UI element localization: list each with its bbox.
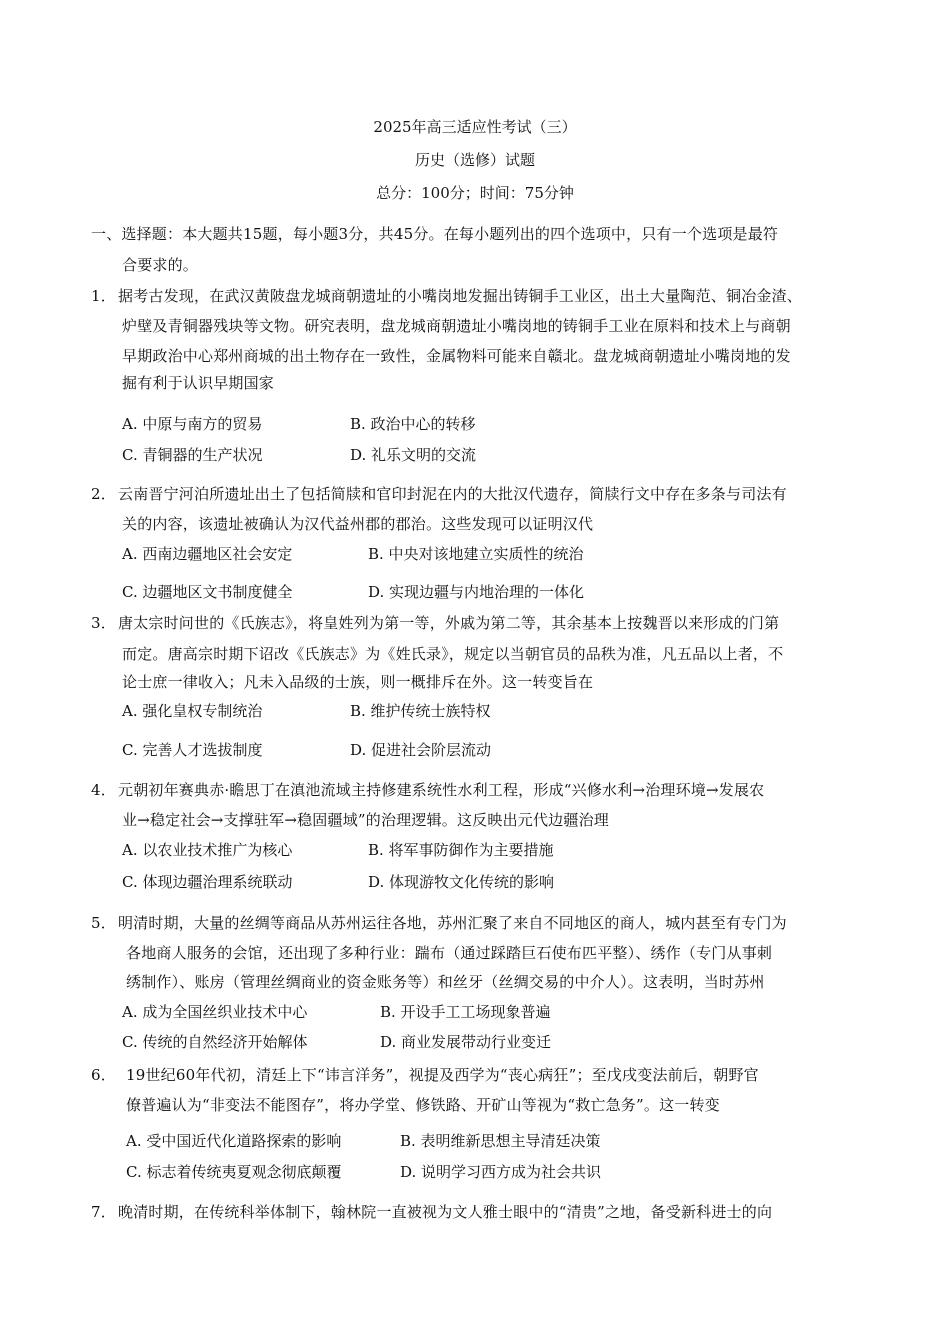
question-text: 各地商人服务的会馆，还出现了多种行业：踹布（通过踩踏巨石使布匹平整）、绣作（专门从事刺: [126, 944, 773, 962]
option-b: B. 政治中心的转移: [350, 415, 476, 433]
option-b: B. 开设手工工场现象普遍: [380, 1003, 551, 1021]
question-text: 明清时期，大量的丝绸等商品从苏州运往各地，苏州汇聚了来自不同地区的商人，城内甚至有专门为: [118, 914, 787, 932]
question-text: 绣制作）、账房（管理丝绸商业的资金账务等）和丝牙（丝绸交易的中介人）。这表明，当时苏州: [126, 973, 765, 991]
option-c: C. 边疆地区文书制度健全: [122, 583, 293, 601]
question-text: 业→稳定社会→支撑驻军→稳固疆域”的治理逻辑。这反映出元代边疆治理: [122, 811, 609, 829]
question-text: 据考古发现，在武汉黄陂盘龙城商朝遗址的小嘴岗地发掘出铸铜手工业区，出土大量陶范、铜冶金渣、: [118, 287, 803, 305]
question-text: 掘有利于认识早期国家: [122, 374, 275, 392]
option-d: D. 实现边疆与内地治理的一体化: [368, 583, 585, 601]
exam-subtitle: 历史（选修）试题: [414, 151, 535, 169]
option-d: D. 说明学习西方成为社会共识: [400, 1163, 602, 1181]
question-text: 云南晋宁河泊所遗址出土了包括简牍和官印封泥在内的大批汉代遗存，简牍行文中存在多条与司法有: [118, 485, 787, 503]
question-text: 元朝初年赛典赤·瞻思丁在滇池流域主持修建系统性水利工程，形成“兴修水利→治理环境→发展农: [118, 781, 765, 799]
question-text: 炉壁及青铜器残块等文物。研究表明，盘龙城商朝遗址小嘴岗地的铸铜手工业在原料和技术上与商朝: [122, 317, 791, 335]
question-text: 唐太宗时问世的《氏族志》，将皇姓列为第一等，外戚为第二等，其余基本上按魏晋以来形成的门第: [118, 614, 780, 632]
option-c: C. 标志着传统夷夏观念彻底颠覆: [126, 1163, 342, 1181]
option-a: A. 以农业技术推广为核心: [122, 841, 293, 859]
option-b: B. 维护传统士族特权: [350, 702, 491, 720]
exam-meta: 总分：100分；时间：75分钟: [376, 184, 574, 202]
question-number: 7．: [91, 1203, 116, 1221]
question-number: 1．: [91, 287, 116, 305]
question-number: 3．: [91, 614, 116, 632]
option-d: D. 促进社会阶层流动: [350, 741, 492, 759]
option-c: C. 传统的自然经济开始解体: [122, 1033, 308, 1051]
option-a: A. 中原与南方的贸易: [122, 415, 263, 433]
option-c: C. 完善人才选拔制度: [122, 741, 263, 759]
option-d: D. 商业发展带动行业变迁: [380, 1033, 552, 1051]
question-number: 4．: [91, 781, 116, 799]
option-a: A. 受中国近代化道路探索的影响: [126, 1132, 342, 1150]
option-b: B. 表明维新思想主导清廷决策: [400, 1132, 601, 1150]
option-a: A. 西南边疆地区社会安定: [122, 545, 293, 563]
option-d: D. 礼乐文明的交流: [350, 446, 477, 464]
question-number: 6．: [91, 1066, 116, 1084]
exam-title: 2025年高三适应性考试（三）: [373, 118, 577, 136]
option-a: A. 强化皇权专制统治: [122, 702, 263, 720]
section-instruction: 一、选择题：本大题共15题，每小题3分，共45分。在每小题列出的四个选项中，只有一个选项是最符: [91, 225, 779, 243]
question-text: 关的内容，该遗址被确认为汉代益州郡的郡治。这些发现可以证明汉代: [122, 515, 594, 533]
question-text: 晚清时期，在传统科举体制下，翰林院一直被视为文人雅士眼中的“清贵”之地，备受新科进士的向: [118, 1203, 773, 1221]
option-c: C. 青铜器的生产状况: [122, 446, 263, 464]
section-instruction-cont: 合要求的。: [122, 256, 199, 274]
question-text: 论士庶一律收入；凡未入品级的士族，则一概排斥在外。这一转变旨在: [122, 673, 594, 691]
question-number: 2．: [91, 485, 116, 503]
question-text: 早期政治中心郑州商城的出土物存在一致性，金属物料可能来自赣北。盘龙城商朝遗址小嘴岗地的发: [122, 347, 791, 365]
option-b: B. 中央对该地建立实质性的统治: [368, 545, 584, 563]
question-text: 19世纪60年代初，清廷上下“讳言洋务”，视提及西学为“丧心病狂”；至戊戌变法前后，朝野官: [126, 1066, 759, 1084]
question-text: 僚普遍认为“非变法不能图存”，将办学堂、修铁路、开矿山等视为“救亡急务”。这一转变: [126, 1096, 720, 1114]
question-number: 5．: [91, 914, 116, 932]
option-a: A. 成为全国丝织业技术中心: [122, 1003, 308, 1021]
option-d: D. 体现游牧文化传统的影响: [368, 873, 555, 891]
option-c: C. 体现边疆治理系统联动: [122, 873, 293, 891]
question-text: 而定。唐高宗时期下诏改《氏族志》为《姓氏录》，规定以当朝官员的品秩为准，凡五品以上者，不: [122, 645, 784, 663]
option-b: B. 将军事防御作为主要措施: [368, 841, 554, 859]
